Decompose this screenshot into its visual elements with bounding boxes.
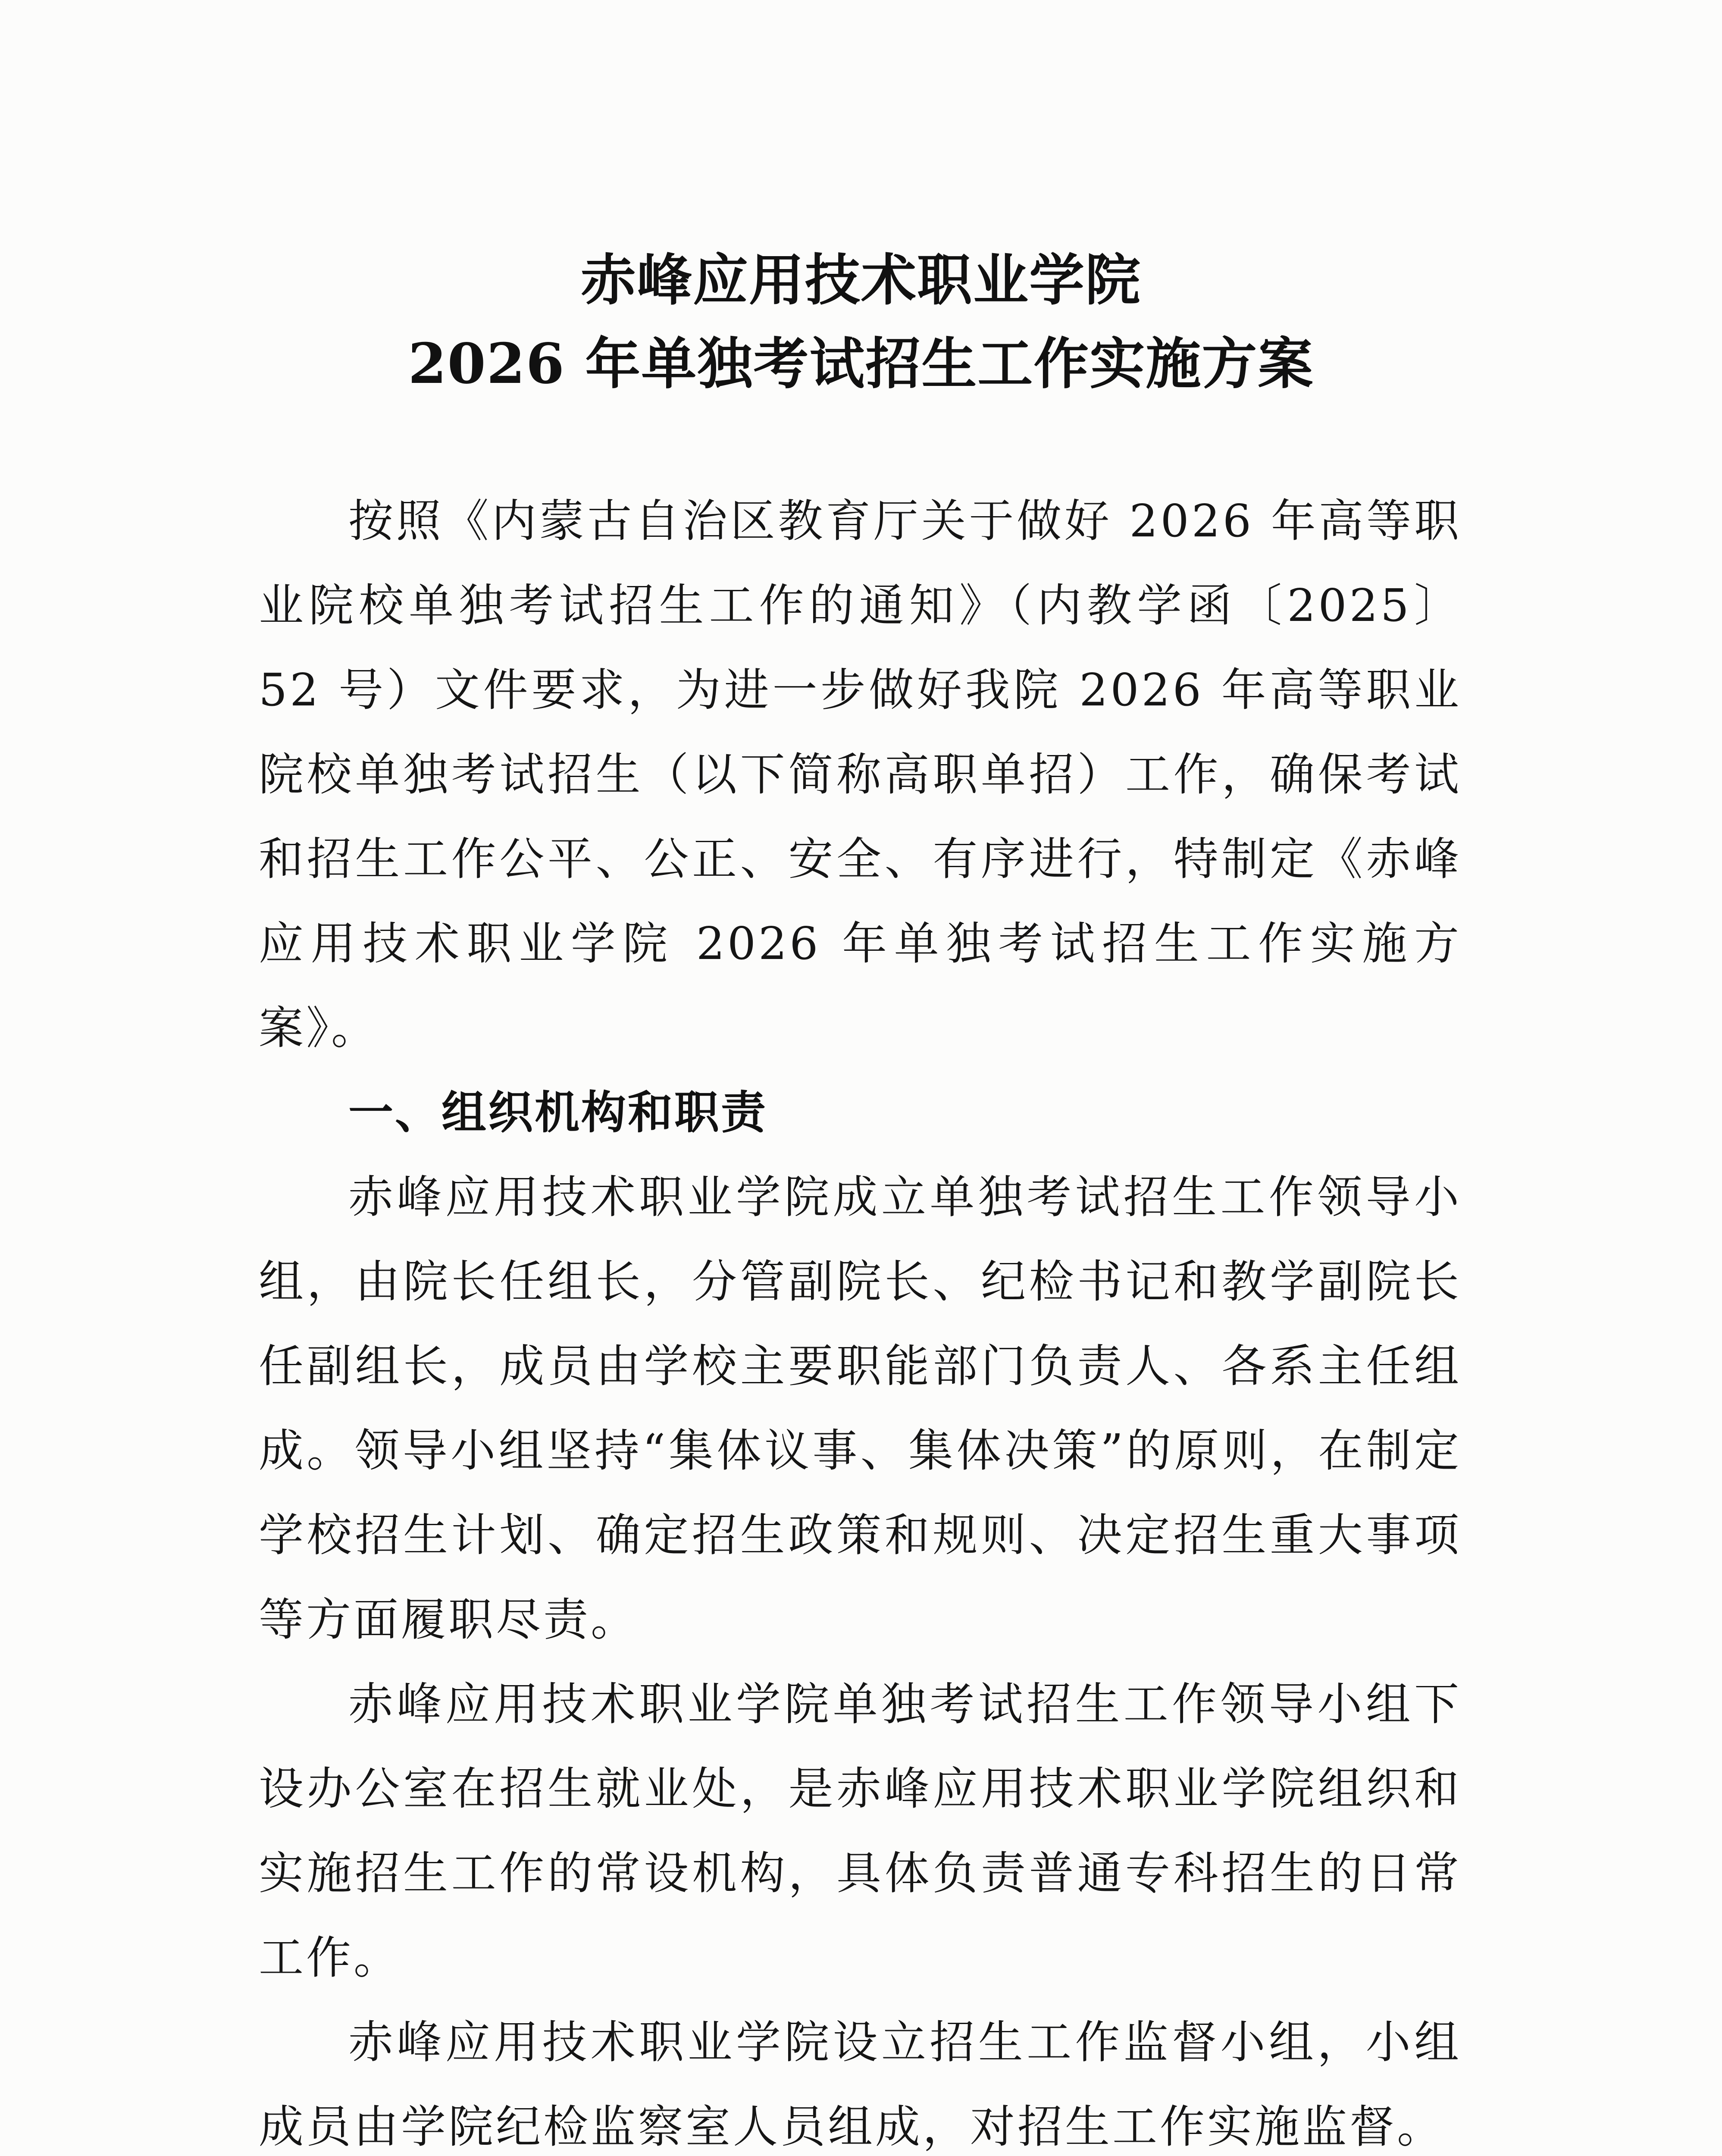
section-1-paragraph-1: 赤峰应用技术职业学院成立单独考试招生工作领导小组，由院长任组长，分管副院长、纪检书记和教学副院长任副组长，成员由学校主要职能部门负责人、各系主任组成。领导小组坚持“集体议事、集体决策”的原则，在制定学校招生计划、确定招生政策和规则、决定招生重大事项等方面履职尽责。 [259, 1171, 1462, 1646]
section-1-paragraph-2: 赤峰应用技术职业学院单独考试招生工作领导小组下设办公室在招生就业处，是赤峰应用技术职业学院组织和实施招生工作的常设机构，具体负责普通专科招生的日常工作。 [259, 1678, 1462, 1984]
intro-paragraph: 按照《内蒙古自治区教育厅关于做好 2026 年高等职业院校单独考试招生工作的通知》（内教学函〔2025〕52 号）文件要求，为进一步做好我院 2026 年高等职业院校单独考试招生（以下简称高职单招）工作，确保考试和招生工作公平、公正、安全、有序进行，特制定《赤峰应用技术职业学院 2026 年单独考试招生工作实施方案》。 [259, 495, 1462, 1054]
document-title-line-2: 2026 年单独考试招生工作实施方案 [408, 332, 1314, 396]
section-1-paragraph-3: 赤峰应用技术职业学院设立招生工作监督小组，小组成员由学院纪检监察室人员组成，对招生工作实施监督。 [259, 2016, 1462, 2153]
document-title-line-1: 赤峰应用技术职业学院 [580, 248, 1141, 313]
document-body [259, 479, 1462, 2156]
section-1-heading: 一、组织机构和职责 [348, 1086, 768, 1139]
